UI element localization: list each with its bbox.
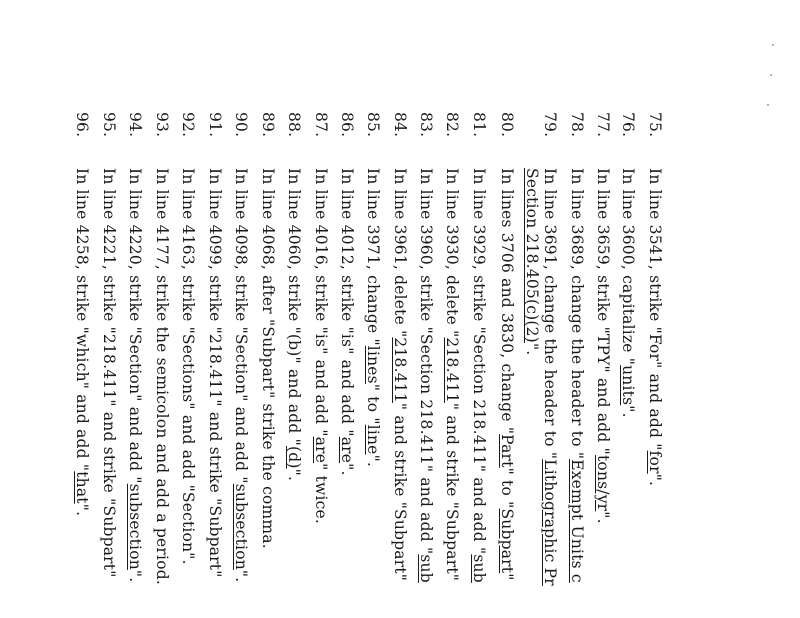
text-segment: ". xyxy=(126,569,144,583)
underlined-text: are xyxy=(338,436,356,464)
amendment-number: 96. xyxy=(73,112,91,138)
amendment-number: 76. xyxy=(619,112,637,138)
text-segment: In line 4060, strike "(b)" and add " xyxy=(285,168,303,446)
text-segment: In line 4221, strike "218.411" and strike "Subpart" xyxy=(100,168,118,578)
underlined-text: subsection xyxy=(126,483,144,570)
text-segment: ". xyxy=(364,454,382,468)
text-segment: In line 4068, after "Subpart" strike the comma. xyxy=(259,168,277,549)
amendment-item xyxy=(71,112,93,618)
text-segment: ". xyxy=(594,511,612,524)
amendment-number: 88. xyxy=(285,112,303,138)
text-segment: ". xyxy=(619,405,637,418)
amendment-item xyxy=(204,112,226,618)
text-segment: ". xyxy=(232,569,250,583)
underlined-text: 218.411 xyxy=(443,337,461,403)
amendment-text xyxy=(100,168,118,578)
amendment-text-continuation xyxy=(523,168,541,355)
amendment-item xyxy=(468,112,490,618)
text-segment: In line 4012, strike "is" and add " xyxy=(338,168,356,437)
underlined-text: 218.411 xyxy=(391,337,409,403)
amendment-number: 92. xyxy=(179,112,197,138)
text-segment: In line 4016, strike "is" and add " xyxy=(312,168,330,437)
text-segment: " to " xyxy=(364,383,382,425)
text-segment: In line 3971, change " xyxy=(364,168,382,346)
amendment-item xyxy=(257,112,279,618)
scan-speck xyxy=(770,74,772,76)
amendment-text xyxy=(206,168,224,578)
amendment-item xyxy=(310,112,332,618)
amendment-number: 82. xyxy=(443,112,461,138)
text-segment: ". xyxy=(523,342,541,356)
amendment-item xyxy=(230,112,252,618)
amendment-continuation xyxy=(521,112,543,618)
text-segment: ". xyxy=(646,473,664,487)
amendment-text xyxy=(417,168,435,583)
text-segment: In line 3929, strike "Section 218.411" and add " xyxy=(470,168,488,555)
amendment-text xyxy=(391,168,409,581)
amendment-item xyxy=(441,112,463,618)
amendment-item xyxy=(389,112,411,618)
text-segment: In lines 3706 and 3830, change " xyxy=(498,168,516,435)
amendment-text xyxy=(232,168,250,582)
underlined-text: lines xyxy=(364,345,382,384)
amendment-number: 77. xyxy=(594,112,612,138)
text-segment: In line 3960, strike "Section 218.411" and add " xyxy=(417,168,435,555)
amendment-text xyxy=(179,168,197,565)
amendment-item xyxy=(592,112,614,618)
text-segment: In line 3689, change the header to " xyxy=(568,168,586,460)
text-segment: In line 3961, delete " xyxy=(391,168,409,338)
amendment-number: 78. xyxy=(568,112,586,138)
amendment-text xyxy=(153,168,171,585)
underlined-text: Lithographic Pr xyxy=(541,459,559,586)
amendment-text xyxy=(338,168,356,476)
scan-speck xyxy=(767,104,769,106)
text-segment: In line 4098, strike "Section" and add " xyxy=(232,168,250,484)
underlined-text: sub xyxy=(470,554,488,583)
amendment-text xyxy=(73,168,91,516)
amendment-item xyxy=(415,112,437,618)
underlined-text: (d) xyxy=(285,446,303,469)
amendment-number: 81. xyxy=(470,112,488,138)
amendment-text xyxy=(126,168,144,582)
amendment-item xyxy=(566,112,588,618)
amendment-item xyxy=(362,112,384,618)
amendment-text xyxy=(541,168,559,586)
underlined-text: for xyxy=(646,450,664,474)
text-segment: In line 3691, change the header to " xyxy=(541,168,559,460)
amendment-item xyxy=(496,112,518,618)
amendment-item xyxy=(98,112,120,618)
underlined-text: are xyxy=(312,436,330,464)
amendment-item xyxy=(151,112,173,618)
amendment-text xyxy=(443,168,461,581)
amendment-text xyxy=(619,168,637,418)
amendment-number: 89. xyxy=(259,112,277,138)
amendment-item xyxy=(644,112,666,618)
text-segment: " xyxy=(498,573,516,581)
amendment-item xyxy=(283,112,305,618)
text-segment: In line 4177, strike the semicolon and add a period. xyxy=(153,168,171,585)
amendment-number: 95. xyxy=(100,112,118,138)
text-segment: In line 4099, strike "218.411" and strike "Subpart" xyxy=(206,168,224,578)
text-segment: ". xyxy=(73,503,91,517)
amendment-number: 93. xyxy=(153,112,171,138)
amendment-item xyxy=(177,112,199,618)
amendment-number: 90. xyxy=(232,112,250,138)
underlined-text: line xyxy=(364,424,382,455)
underlined-text: subsection xyxy=(232,483,250,570)
underlined-text: Part xyxy=(498,434,516,468)
underlined-text: Subpart xyxy=(498,508,516,574)
amendment-number: 83. xyxy=(417,112,435,138)
text-segment: In line 3600, capitalize " xyxy=(619,168,637,366)
amendment-number: 85. xyxy=(364,112,382,138)
amendment-number: 75. xyxy=(646,112,664,138)
amendment-number: 84. xyxy=(391,112,409,138)
amendment-text xyxy=(312,168,330,524)
amendment-number: 94. xyxy=(126,112,144,138)
amendment-text xyxy=(594,168,612,524)
amendment-item xyxy=(617,112,639,618)
text-segment: In line 3541, strike "For" and add " xyxy=(646,168,664,451)
amendment-text xyxy=(285,168,303,481)
scan-speck xyxy=(772,44,774,46)
text-segment: In line 3930, delete " xyxy=(443,168,461,338)
amendment-item xyxy=(336,112,358,618)
underlined-text: Section 218.405(c)(2) xyxy=(523,168,541,343)
text-segment: ". xyxy=(338,463,356,476)
amendment-number: 79. xyxy=(541,112,559,138)
text-segment: ". xyxy=(285,468,303,482)
text-segment: In line 3659, strike "TPY" and add " xyxy=(594,168,612,455)
amendment-text xyxy=(498,168,516,581)
amendment-number: 87. xyxy=(312,112,330,138)
underlined-text: Exempt Units c xyxy=(568,459,586,583)
text-segment: " twice. xyxy=(312,463,330,525)
text-segment: In line 4220, strike "Section" and add " xyxy=(126,168,144,484)
text-segment: " to " xyxy=(498,467,516,509)
text-segment: In line 4258, strike "which" and add " xyxy=(73,168,91,472)
amendment-text xyxy=(364,168,382,467)
underlined-text: tons/yr xyxy=(594,454,612,512)
text-segment: " and strike "Subpart" xyxy=(443,402,461,582)
amendment-number: 86. xyxy=(338,112,356,138)
amendment-text xyxy=(646,168,664,486)
amendment-number: 80. xyxy=(498,112,516,138)
amendment-text xyxy=(568,168,586,583)
amendment-text xyxy=(259,168,277,549)
underlined-text: units xyxy=(619,365,637,406)
underlined-text: that xyxy=(73,471,91,504)
text-segment: In line 4163, strike "Sections" and add "Section". xyxy=(179,168,197,565)
text-segment: " and strike "Subpart" xyxy=(391,402,409,582)
underlined-text: sub xyxy=(417,554,435,583)
amendment-item xyxy=(124,112,146,618)
amendment-number: 91. xyxy=(206,112,224,138)
amendment-text xyxy=(470,168,488,583)
